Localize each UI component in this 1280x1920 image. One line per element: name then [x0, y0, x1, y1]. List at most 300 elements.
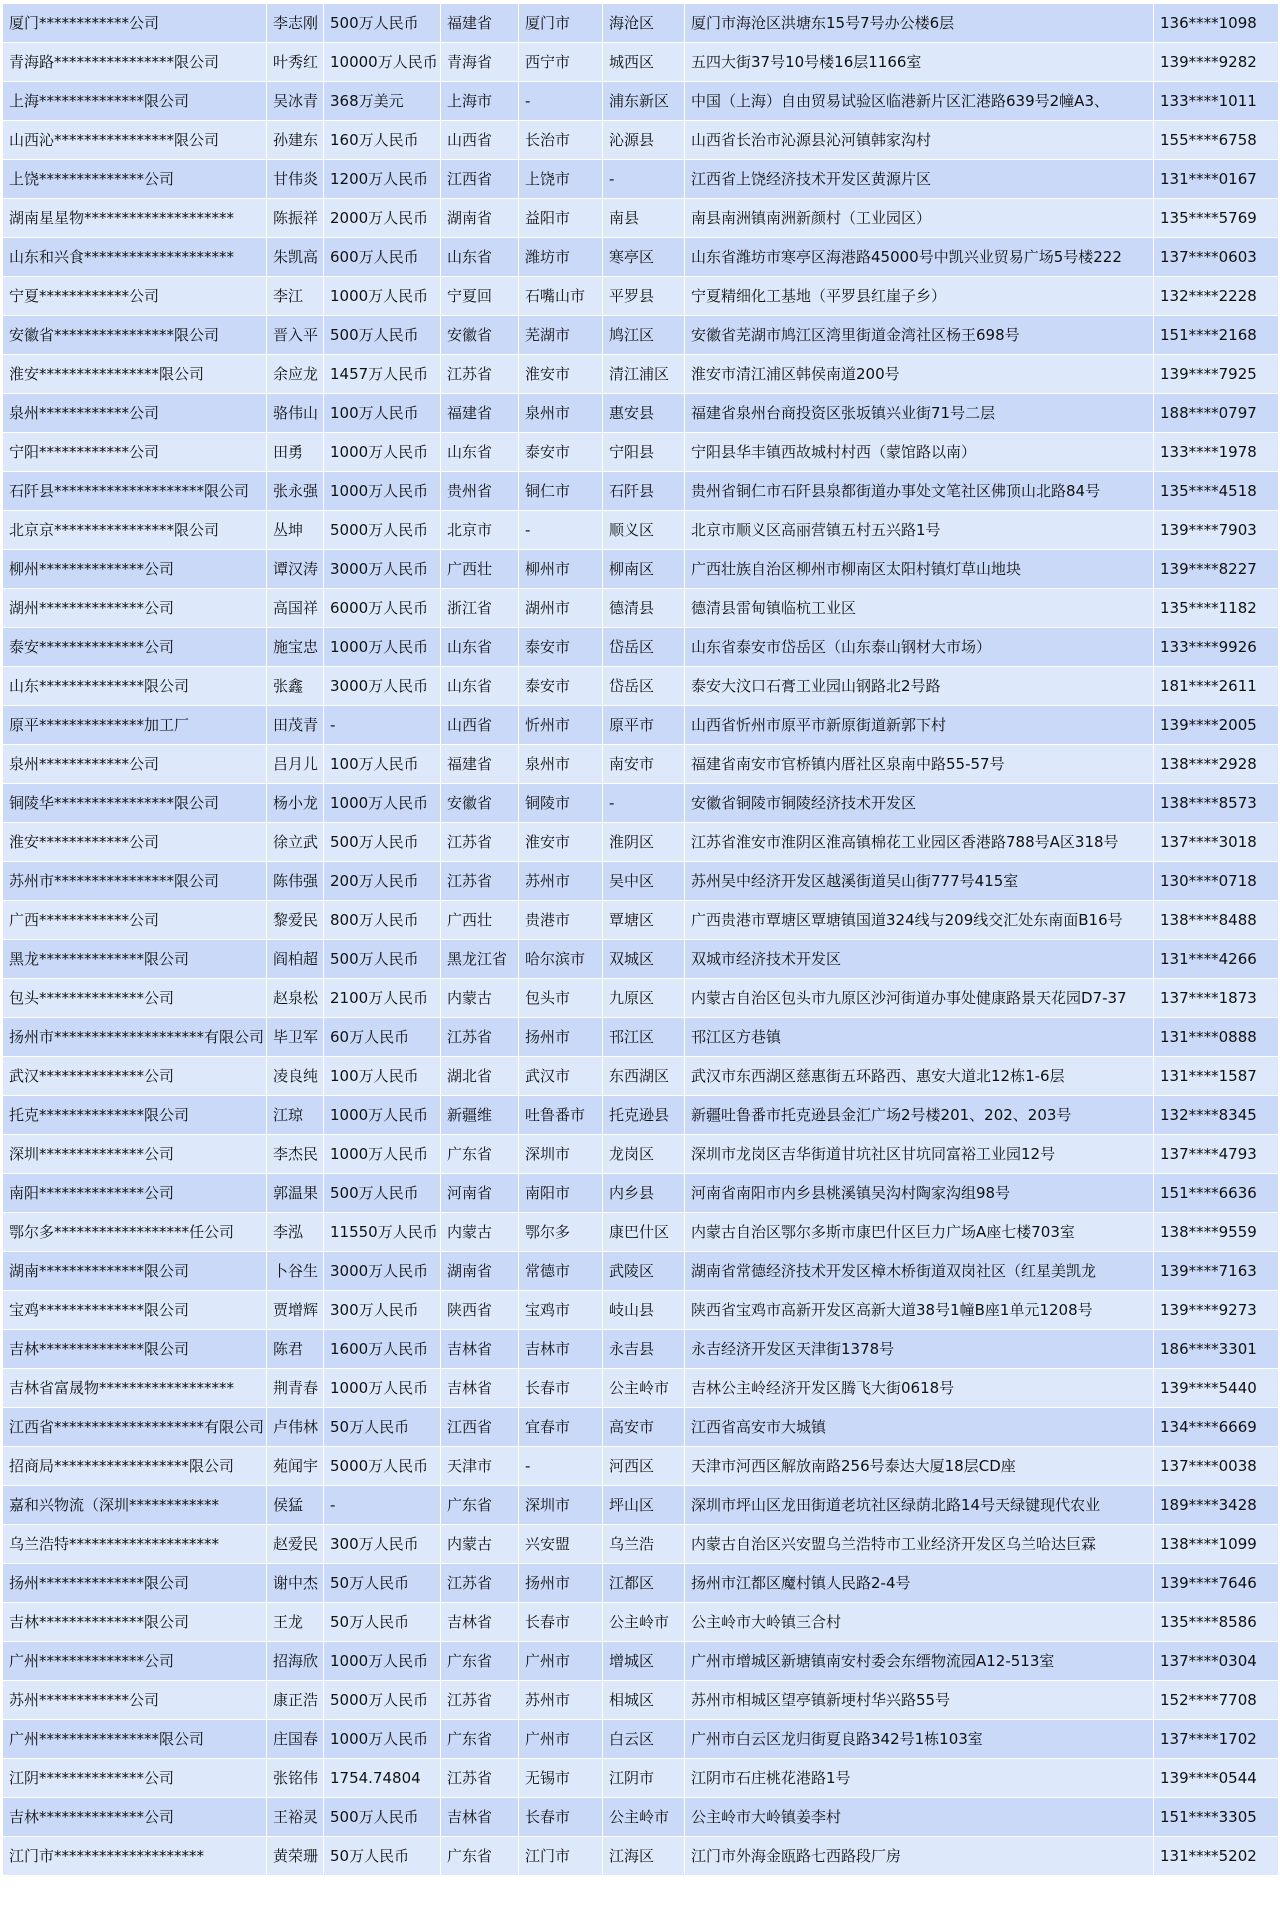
district-cell: 托克逊县 — [603, 1096, 685, 1135]
phone-cell: 139****7646 — [1154, 1564, 1279, 1603]
legal-person-cell: 谭汉涛 — [267, 550, 324, 589]
phone-cell: 139****2005 — [1154, 706, 1279, 745]
city-cell: 长春市 — [519, 1798, 603, 1837]
address-cell: 安徽省芜湖市鸠江区湾里街道金湾社区杨王698号 — [685, 316, 1154, 355]
address-cell: 山东省潍坊市寒亭区海港路45000号中凯兴业贸易广场5号楼222 — [685, 238, 1154, 277]
registered-capital-cell: 1000万人民币 — [324, 784, 441, 823]
province-cell: 青海省 — [441, 43, 519, 82]
city-cell: 泉州市 — [519, 394, 603, 433]
phone-cell: 137****0603 — [1154, 238, 1279, 277]
registered-capital-cell: 50万人民币 — [324, 1408, 441, 1447]
city-cell: 西宁市 — [519, 43, 603, 82]
company-name-cell: 原平**************加工厂 — [3, 706, 267, 745]
registered-capital-cell: 50万人民币 — [324, 1837, 441, 1876]
district-cell: 平罗县 — [603, 277, 685, 316]
district-cell: 吴中区 — [603, 862, 685, 901]
company-name-cell: 广州****************限公司 — [3, 1720, 267, 1759]
city-cell: - — [519, 511, 603, 550]
province-cell: 河南省 — [441, 1174, 519, 1213]
district-cell: 岱岳区 — [603, 667, 685, 706]
legal-person-cell: 李杰民 — [267, 1135, 324, 1174]
legal-person-cell: 贾增辉 — [267, 1291, 324, 1330]
company-name-cell: 宝鸡**************限公司 — [3, 1291, 267, 1330]
table-row — [3, 433, 1279, 472]
province-cell: 广西壮 — [441, 901, 519, 940]
province-cell: 山西省 — [441, 121, 519, 160]
table-row — [3, 160, 1279, 199]
city-cell: 铜陵市 — [519, 784, 603, 823]
address-cell: 中国（上海）自由贸易试验区临港新片区汇港路639号2幢A3、 — [685, 82, 1154, 121]
legal-person-cell: 高国祥 — [267, 589, 324, 628]
table-row — [3, 82, 1279, 121]
legal-person-cell: 郭温果 — [267, 1174, 324, 1213]
province-cell: 江西省 — [441, 1408, 519, 1447]
phone-cell: 133****9926 — [1154, 628, 1279, 667]
registered-capital-cell: 368万美元 — [324, 82, 441, 121]
legal-person-cell: 吴冰青 — [267, 82, 324, 121]
province-cell: 吉林省 — [441, 1798, 519, 1837]
company-name-cell: 黑龙**************限公司 — [3, 940, 267, 979]
legal-person-cell: 王龙 — [267, 1603, 324, 1642]
table-row — [3, 1252, 1279, 1291]
city-cell: 扬州市 — [519, 1018, 603, 1057]
legal-person-cell: 丛坤 — [267, 511, 324, 550]
district-cell: - — [603, 160, 685, 199]
phone-cell: 132****2228 — [1154, 277, 1279, 316]
address-cell: 福建省泉州台商投资区张坂镇兴业街71号二层 — [685, 394, 1154, 433]
province-cell: 江苏省 — [441, 1564, 519, 1603]
phone-cell: 135****5769 — [1154, 199, 1279, 238]
address-cell: 公主岭市大岭镇三合村 — [685, 1603, 1154, 1642]
company-name-cell: 江西省********************有限公司 — [3, 1408, 267, 1447]
legal-person-cell: 黄荣珊 — [267, 1837, 324, 1876]
city-cell: 长春市 — [519, 1603, 603, 1642]
registered-capital-cell: 500万人民币 — [324, 1174, 441, 1213]
company-name-cell: 青海路****************限公司 — [3, 43, 267, 82]
company-name-cell: 山东和兴食******************** — [3, 238, 267, 277]
registered-capital-cell: 300万人民币 — [324, 1525, 441, 1564]
registered-capital-cell: 3000万人民币 — [324, 667, 441, 706]
legal-person-cell: 杨小龙 — [267, 784, 324, 823]
address-cell: 内蒙古自治区包头市九原区沙河街道办事处健康路景天花园D7-37 — [685, 979, 1154, 1018]
registered-capital-cell: 500万人民币 — [324, 823, 441, 862]
table-row — [3, 511, 1279, 550]
company-name-cell: 吉林**************公司 — [3, 1798, 267, 1837]
phone-cell: 135****1182 — [1154, 589, 1279, 628]
district-cell: 柳南区 — [603, 550, 685, 589]
legal-person-cell: 苑闻宇 — [267, 1447, 324, 1486]
city-cell: 江门市 — [519, 1837, 603, 1876]
company-name-cell: 厦门************公司 — [3, 4, 267, 43]
phone-cell: 189****3428 — [1154, 1486, 1279, 1525]
table-row — [3, 1759, 1279, 1798]
address-cell: 陕西省宝鸡市高新开发区高新大道38号1幢B座1单元1208号 — [685, 1291, 1154, 1330]
phone-cell: 131****0167 — [1154, 160, 1279, 199]
address-cell: 邗江区方巷镇 — [685, 1018, 1154, 1057]
province-cell: 贵州省 — [441, 472, 519, 511]
table-row — [3, 1447, 1279, 1486]
city-cell: 淮安市 — [519, 823, 603, 862]
table-row — [3, 1720, 1279, 1759]
table-row — [3, 1174, 1279, 1213]
province-cell: 吉林省 — [441, 1369, 519, 1408]
registered-capital-cell: 1600万人民币 — [324, 1330, 441, 1369]
city-cell: 湖州市 — [519, 589, 603, 628]
province-cell: 福建省 — [441, 4, 519, 43]
district-cell: 南安市 — [603, 745, 685, 784]
address-cell: 公主岭市大岭镇姜李村 — [685, 1798, 1154, 1837]
phone-cell: 137****4793 — [1154, 1135, 1279, 1174]
district-cell: 沁源县 — [603, 121, 685, 160]
phone-cell: 135****8586 — [1154, 1603, 1279, 1642]
province-cell: 浙江省 — [441, 589, 519, 628]
district-cell: 岐山县 — [603, 1291, 685, 1330]
company-name-cell: 泉州************公司 — [3, 394, 267, 433]
city-cell: 铜仁市 — [519, 472, 603, 511]
table-row — [3, 1603, 1279, 1642]
registered-capital-cell: 300万人民币 — [324, 1291, 441, 1330]
province-cell: 湖南省 — [441, 1252, 519, 1291]
city-cell: 广州市 — [519, 1642, 603, 1681]
province-cell: 山东省 — [441, 433, 519, 472]
province-cell: 福建省 — [441, 394, 519, 433]
company-name-cell: 包头**************公司 — [3, 979, 267, 1018]
city-cell: 苏州市 — [519, 862, 603, 901]
legal-person-cell: 施宝忠 — [267, 628, 324, 667]
phone-cell: 134****6669 — [1154, 1408, 1279, 1447]
company-name-cell: 江阴**************公司 — [3, 1759, 267, 1798]
legal-person-cell: 朱凯高 — [267, 238, 324, 277]
registered-capital-cell: 2100万人民币 — [324, 979, 441, 1018]
registered-capital-cell: 1000万人民币 — [324, 277, 441, 316]
district-cell: 坪山区 — [603, 1486, 685, 1525]
district-cell: 岱岳区 — [603, 628, 685, 667]
company-name-cell: 泰安**************公司 — [3, 628, 267, 667]
city-cell: 鄂尔多 — [519, 1213, 603, 1252]
city-cell: 泰安市 — [519, 667, 603, 706]
district-cell: 乌兰浩 — [603, 1525, 685, 1564]
phone-cell: 137****1873 — [1154, 979, 1279, 1018]
phone-cell: 131****1587 — [1154, 1057, 1279, 1096]
address-cell: 新疆吐鲁番市托克逊县金汇广场2号楼201、202、203号 — [685, 1096, 1154, 1135]
province-cell: 山东省 — [441, 628, 519, 667]
district-cell: 南县 — [603, 199, 685, 238]
registered-capital-cell: 50万人民币 — [324, 1603, 441, 1642]
table-row — [3, 823, 1279, 862]
city-cell: 芜湖市 — [519, 316, 603, 355]
legal-person-cell: 徐立武 — [267, 823, 324, 862]
table-row — [3, 277, 1279, 316]
legal-person-cell: 庄国春 — [267, 1720, 324, 1759]
city-cell: 兴安盟 — [519, 1525, 603, 1564]
company-name-cell: 苏州市****************限公司 — [3, 862, 267, 901]
address-cell: 山西省长治市沁源县沁河镇韩家沟村 — [685, 121, 1154, 160]
table-row — [3, 745, 1279, 784]
province-cell: 安徽省 — [441, 316, 519, 355]
registered-capital-cell: 1000万人民币 — [324, 1135, 441, 1174]
city-cell: - — [519, 1447, 603, 1486]
district-cell: 龙岗区 — [603, 1135, 685, 1174]
province-cell: 内蒙古 — [441, 1525, 519, 1564]
registered-capital-cell: 1754.74804 — [324, 1759, 441, 1798]
table-row — [3, 1057, 1279, 1096]
district-cell: 邗江区 — [603, 1018, 685, 1057]
company-name-cell: 铜陵华****************限公司 — [3, 784, 267, 823]
registered-capital-cell: 5000万人民币 — [324, 1681, 441, 1720]
phone-cell: 138****9559 — [1154, 1213, 1279, 1252]
address-cell: 江门市外海金瓯路七西路段厂房 — [685, 1837, 1154, 1876]
legal-person-cell: 骆伟山 — [267, 394, 324, 433]
company-name-cell: 湖州**************公司 — [3, 589, 267, 628]
province-cell: 江苏省 — [441, 862, 519, 901]
phone-cell: 136****1098 — [1154, 4, 1279, 43]
address-cell: 苏州市相城区望亭镇新埂村华兴路55号 — [685, 1681, 1154, 1720]
phone-cell: 133****1978 — [1154, 433, 1279, 472]
city-cell: 上饶市 — [519, 160, 603, 199]
company-name-cell: 湖南**************限公司 — [3, 1252, 267, 1291]
registered-capital-cell: 10000万人民币 — [324, 43, 441, 82]
registered-capital-cell: 1000万人民币 — [324, 472, 441, 511]
district-cell: 淮阴区 — [603, 823, 685, 862]
company-name-cell: 嘉和兴物流（深圳************ — [3, 1486, 267, 1525]
phone-cell: 137****0304 — [1154, 1642, 1279, 1681]
legal-person-cell: 荆青春 — [267, 1369, 324, 1408]
table-row — [3, 43, 1279, 82]
registered-capital-cell: 200万人民币 — [324, 862, 441, 901]
table-row — [3, 784, 1279, 823]
phone-cell: 131****5202 — [1154, 1837, 1279, 1876]
district-cell: 惠安县 — [603, 394, 685, 433]
registered-capital-cell: 60万人民币 — [324, 1018, 441, 1057]
city-cell: 长春市 — [519, 1369, 603, 1408]
company-name-cell: 湖南星星物******************** — [3, 199, 267, 238]
table-row — [3, 316, 1279, 355]
address-cell: 吉林公主岭经济开发区腾飞大街0618号 — [685, 1369, 1154, 1408]
province-cell: 江苏省 — [441, 355, 519, 394]
address-cell: 河南省南阳市内乡县桃溪镇吴沟村陶家沟组98号 — [685, 1174, 1154, 1213]
company-name-cell: 安徽省****************限公司 — [3, 316, 267, 355]
registered-capital-cell: 1457万人民币 — [324, 355, 441, 394]
legal-person-cell: 王裕灵 — [267, 1798, 324, 1837]
district-cell: 城西区 — [603, 43, 685, 82]
company-name-cell: 吉林**************限公司 — [3, 1603, 267, 1642]
registered-capital-cell: - — [324, 1486, 441, 1525]
phone-cell: 139****7925 — [1154, 355, 1279, 394]
table-row — [3, 706, 1279, 745]
legal-person-cell: 甘伟炎 — [267, 160, 324, 199]
phone-cell: 139****7163 — [1154, 1252, 1279, 1291]
legal-person-cell: 田茂青 — [267, 706, 324, 745]
company-name-cell: 江门市******************** — [3, 1837, 267, 1876]
table-row — [3, 472, 1279, 511]
legal-person-cell: 谢中杰 — [267, 1564, 324, 1603]
registered-capital-cell: 5000万人民币 — [324, 1447, 441, 1486]
province-cell: 山西省 — [441, 706, 519, 745]
legal-person-cell: 余应龙 — [267, 355, 324, 394]
address-cell: 宁阳县华丰镇西故城村村西（蒙馆路以南） — [685, 433, 1154, 472]
table-row — [3, 1330, 1279, 1369]
registered-capital-cell: 6000万人民币 — [324, 589, 441, 628]
legal-person-cell: 田勇 — [267, 433, 324, 472]
phone-cell: 151****2168 — [1154, 316, 1279, 355]
phone-cell: 181****2611 — [1154, 667, 1279, 706]
registered-capital-cell: 1200万人民币 — [324, 160, 441, 199]
table-row — [3, 1018, 1279, 1057]
province-cell: 湖北省 — [441, 1057, 519, 1096]
company-name-cell: 招商局******************限公司 — [3, 1447, 267, 1486]
legal-person-cell: 张永强 — [267, 472, 324, 511]
address-cell: 深圳市坪山区龙田街道老坑社区绿荫北路14号天绿键现代农业 — [685, 1486, 1154, 1525]
company-name-cell: 托克**************限公司 — [3, 1096, 267, 1135]
city-cell: 宜春市 — [519, 1408, 603, 1447]
province-cell: 广东省 — [441, 1837, 519, 1876]
legal-person-cell: 赵泉松 — [267, 979, 324, 1018]
company-name-cell: 泉州************公司 — [3, 745, 267, 784]
city-cell: 深圳市 — [519, 1135, 603, 1174]
table-row — [3, 1486, 1279, 1525]
phone-cell: 131****4266 — [1154, 940, 1279, 979]
phone-cell: 138****8573 — [1154, 784, 1279, 823]
district-cell: - — [603, 784, 685, 823]
table-row — [3, 1213, 1279, 1252]
legal-person-cell: 陈伟强 — [267, 862, 324, 901]
address-cell: 江阴市石庄桃花港路1号 — [685, 1759, 1154, 1798]
table-row — [3, 1525, 1279, 1564]
district-cell: 增城区 — [603, 1642, 685, 1681]
phone-cell: 186****3301 — [1154, 1330, 1279, 1369]
address-cell: 淮安市清江浦区韩侯南道200号 — [685, 355, 1154, 394]
address-cell: 苏州吴中经济开发区越溪街道吴山街777号415室 — [685, 862, 1154, 901]
city-cell: 泉州市 — [519, 745, 603, 784]
address-cell: 江西省上饶经济技术开发区黄源片区 — [685, 160, 1154, 199]
registered-capital-cell: 100万人民币 — [324, 1057, 441, 1096]
registered-capital-cell: 160万人民币 — [324, 121, 441, 160]
registered-capital-cell: 1000万人民币 — [324, 1720, 441, 1759]
address-cell: 五四大街37号10号楼16层1166室 — [685, 43, 1154, 82]
province-cell: 天津市 — [441, 1447, 519, 1486]
table-row — [3, 1408, 1279, 1447]
company-name-cell: 深圳**************公司 — [3, 1135, 267, 1174]
province-cell: 江苏省 — [441, 1759, 519, 1798]
district-cell: 德清县 — [603, 589, 685, 628]
province-cell: 江苏省 — [441, 1018, 519, 1057]
registered-capital-cell: 11550万人民币 — [324, 1213, 441, 1252]
city-cell: 淮安市 — [519, 355, 603, 394]
city-cell: 哈尔滨市 — [519, 940, 603, 979]
district-cell: 内乡县 — [603, 1174, 685, 1213]
phone-cell: 137****3018 — [1154, 823, 1279, 862]
province-cell: 安徽省 — [441, 784, 519, 823]
province-cell: 吉林省 — [441, 1603, 519, 1642]
district-cell: 相城区 — [603, 1681, 685, 1720]
legal-person-cell: 李江 — [267, 277, 324, 316]
address-cell: 扬州市江都区魔村镇人民路2-4号 — [685, 1564, 1154, 1603]
registered-capital-cell: 1000万人民币 — [324, 628, 441, 667]
address-cell: 永吉经济开发区天津街1378号 — [685, 1330, 1154, 1369]
city-cell: 忻州市 — [519, 706, 603, 745]
phone-cell: 132****8345 — [1154, 1096, 1279, 1135]
address-cell: 双城市经济技术开发区 — [685, 940, 1154, 979]
table-row — [3, 1837, 1279, 1876]
registered-capital-cell: 1000万人民币 — [324, 1642, 441, 1681]
table-row — [3, 1291, 1279, 1330]
address-cell: 武汉市东西湖区慈惠街五环路西、惠安大道北12栋1-6层 — [685, 1057, 1154, 1096]
district-cell: 康巴什区 — [603, 1213, 685, 1252]
legal-person-cell: 李志刚 — [267, 4, 324, 43]
company-name-cell: 山西沁****************限公司 — [3, 121, 267, 160]
legal-person-cell: 吕月儿 — [267, 745, 324, 784]
address-cell: 江苏省淮安市淮阴区淮高镇棉花工业园区香港路788号A区318号 — [685, 823, 1154, 862]
table-row — [3, 394, 1279, 433]
company-name-cell: 吉林**************限公司 — [3, 1330, 267, 1369]
phone-cell: 139****7903 — [1154, 511, 1279, 550]
legal-person-cell: 赵爱民 — [267, 1525, 324, 1564]
province-cell: 山东省 — [441, 238, 519, 277]
district-cell: 永吉县 — [603, 1330, 685, 1369]
city-cell: 泰安市 — [519, 433, 603, 472]
legal-person-cell: 侯猛 — [267, 1486, 324, 1525]
table-row — [3, 4, 1279, 43]
legal-person-cell: 卢伟林 — [267, 1408, 324, 1447]
legal-person-cell: 李泓 — [267, 1213, 324, 1252]
city-cell: 贵港市 — [519, 901, 603, 940]
phone-cell: 139****8227 — [1154, 550, 1279, 589]
table-row — [3, 1681, 1279, 1720]
province-cell: 上海市 — [441, 82, 519, 121]
address-cell: 山西省忻州市原平市新原街道新郭下村 — [685, 706, 1154, 745]
province-cell: 广东省 — [441, 1642, 519, 1681]
table-row — [3, 121, 1279, 160]
district-cell: 石阡县 — [603, 472, 685, 511]
phone-cell: 139****5440 — [1154, 1369, 1279, 1408]
legal-person-cell: 招海欣 — [267, 1642, 324, 1681]
province-cell: 新疆维 — [441, 1096, 519, 1135]
registered-capital-cell: 3000万人民币 — [324, 550, 441, 589]
company-name-cell: 吉林省富晟物****************** — [3, 1369, 267, 1408]
city-cell: 潍坊市 — [519, 238, 603, 277]
city-cell: 长治市 — [519, 121, 603, 160]
table-row — [3, 1096, 1279, 1135]
district-cell: 高安市 — [603, 1408, 685, 1447]
registered-capital-cell: 50万人民币 — [324, 1564, 441, 1603]
phone-cell: 139****9273 — [1154, 1291, 1279, 1330]
company-name-cell: 乌兰浩特******************** — [3, 1525, 267, 1564]
table-row — [3, 940, 1279, 979]
province-cell: 江苏省 — [441, 823, 519, 862]
address-cell: 江西省高安市大城镇 — [685, 1408, 1154, 1447]
address-cell: 厦门市海沧区洪塘东15号7号办公楼6层 — [685, 4, 1154, 43]
district-cell: 清江浦区 — [603, 355, 685, 394]
table-row — [3, 979, 1279, 1018]
address-cell: 内蒙古自治区兴安盟乌兰浩特市工业经济开发区乌兰哈达巨霖 — [685, 1525, 1154, 1564]
table-row — [3, 238, 1279, 277]
district-cell: 江都区 — [603, 1564, 685, 1603]
table-row — [3, 901, 1279, 940]
table-row — [3, 589, 1279, 628]
registered-capital-cell: 1000万人民币 — [324, 433, 441, 472]
phone-cell: 188****0797 — [1154, 394, 1279, 433]
district-cell: 九原区 — [603, 979, 685, 1018]
company-name-cell: 淮安************公司 — [3, 823, 267, 862]
legal-person-cell: 凌良纯 — [267, 1057, 324, 1096]
province-cell: 内蒙古 — [441, 1213, 519, 1252]
registered-capital-cell: 100万人民币 — [324, 745, 441, 784]
legal-person-cell: 黎爱民 — [267, 901, 324, 940]
table-row — [3, 1135, 1279, 1174]
phone-cell: 138****1099 — [1154, 1525, 1279, 1564]
city-cell: 南阳市 — [519, 1174, 603, 1213]
address-cell: 内蒙古自治区鄂尔多斯市康巴什区巨力广场A座七楼703室 — [685, 1213, 1154, 1252]
